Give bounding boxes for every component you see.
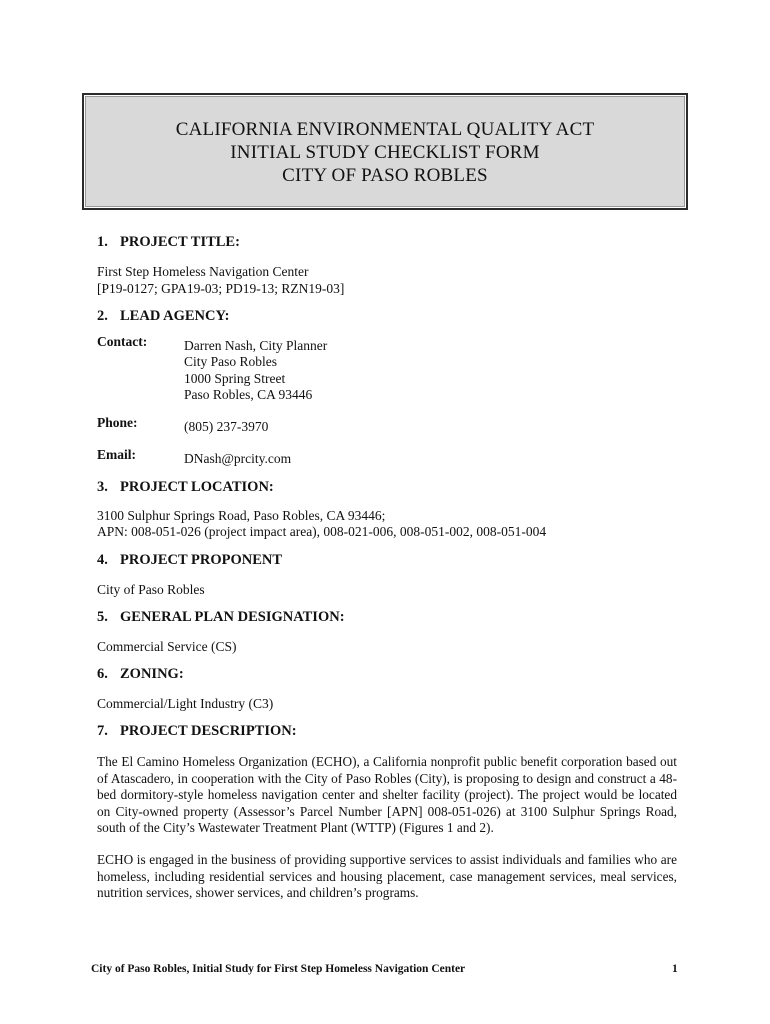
email-value[interactable]: DNash@prcity.com [184, 451, 292, 466]
contact-line-4: Paso Robles, CA 93446 [184, 387, 313, 402]
section-4-heading [97, 552, 282, 569]
section-1-title: PROJECT TITLE: [120, 234, 240, 250]
section-5-heading [97, 609, 345, 626]
phone-value: (805) 237-3970 [184, 419, 269, 434]
section-2-title: LEAD AGENCY: [120, 308, 230, 324]
section-7-heading [97, 723, 297, 740]
proponent-text: City of Paso Robles [97, 582, 205, 597]
project-description-paragraph-2: ECHO is engaged in the business of providing supportive services to assist individuals and families who are homeless, including residential services and housing placement, case management services, meal services, nutrition services, shower services, and children’s programs. [97, 852, 677, 900]
section-5-number: 5. [97, 609, 108, 625]
location-address: 3100 Sulphur Springs Road, Paso Robles, CA 93446; [97, 508, 386, 523]
section-2-number: 2. [97, 308, 108, 324]
project-title-text: First Step Homeless Navigation Center [97, 264, 309, 279]
section-6-title: ZONING: [120, 666, 184, 682]
header-title-line-2: INITIAL STUDY CHECKLIST FORM [230, 142, 540, 163]
section-4-title: PROJECT PROPONENT [120, 552, 283, 568]
phone-label: Phone: [97, 415, 138, 430]
section-7-title: PROJECT DESCRIPTION: [120, 723, 297, 739]
section-4-number: 4. [97, 552, 108, 568]
page-footer-text: City of Paso Robles, Initial Study for First Step Homeless Navigation Center [91, 963, 466, 975]
section-3-heading [97, 479, 274, 496]
email-label: Email: [97, 447, 136, 462]
location-apn: APN: 008-051-026 (project impact area), 008-021-006, 008-051-002, 008-051-004 [97, 524, 547, 539]
document-header-box [82, 93, 688, 210]
header-title-line-1: CALIFORNIA ENVIRONMENTAL QUALITY ACT [175, 119, 595, 140]
zoning-text: Commercial/Light Industry (C3) [97, 696, 274, 711]
section-5-title: GENERAL PLAN DESIGNATION: [120, 609, 345, 625]
general-plan-text: Commercial Service (CS) [97, 639, 237, 654]
project-description-paragraph-1: The El Camino Homeless Organization (ECHO), a California nonprofit public benefit corporation based out of Atascadero, in cooperation with the City of Paso Robles (City), is proposing to design and construct a 48-bed dormitory-style homeless navigation center and shelter facility (project). The project would be located on City-owned property (Assessor’s Parcel Number [APN] 008-051-026) at 3100 Sulphur Springs Road, south of the City’s Wastewater Treatment Plant (WTTP) (Figures 1 and 2). [97, 754, 677, 835]
section-3-title: PROJECT LOCATION: [120, 479, 274, 495]
section-6-number: 6. [97, 666, 108, 682]
section-2-heading [97, 308, 229, 325]
contact-line-2: City Paso Robles [184, 354, 278, 369]
section-1-heading [97, 234, 240, 251]
page-number: 1 [672, 963, 678, 975]
project-case-numbers: [P19-0127; GPA19-03; PD19-13; RZN19-03] [97, 281, 345, 296]
section-7-number: 7. [97, 723, 108, 739]
section-1-number: 1. [97, 234, 108, 250]
section-3-number: 3. [97, 479, 108, 495]
section-6-heading [97, 666, 184, 683]
contact-line-1: Darren Nash, City Planner [184, 338, 328, 353]
header-title-line-3: CITY OF PASO ROBLES [282, 165, 488, 186]
contact-label: Contact: [97, 334, 148, 349]
contact-line-3: 1000 Spring Street [184, 371, 286, 386]
